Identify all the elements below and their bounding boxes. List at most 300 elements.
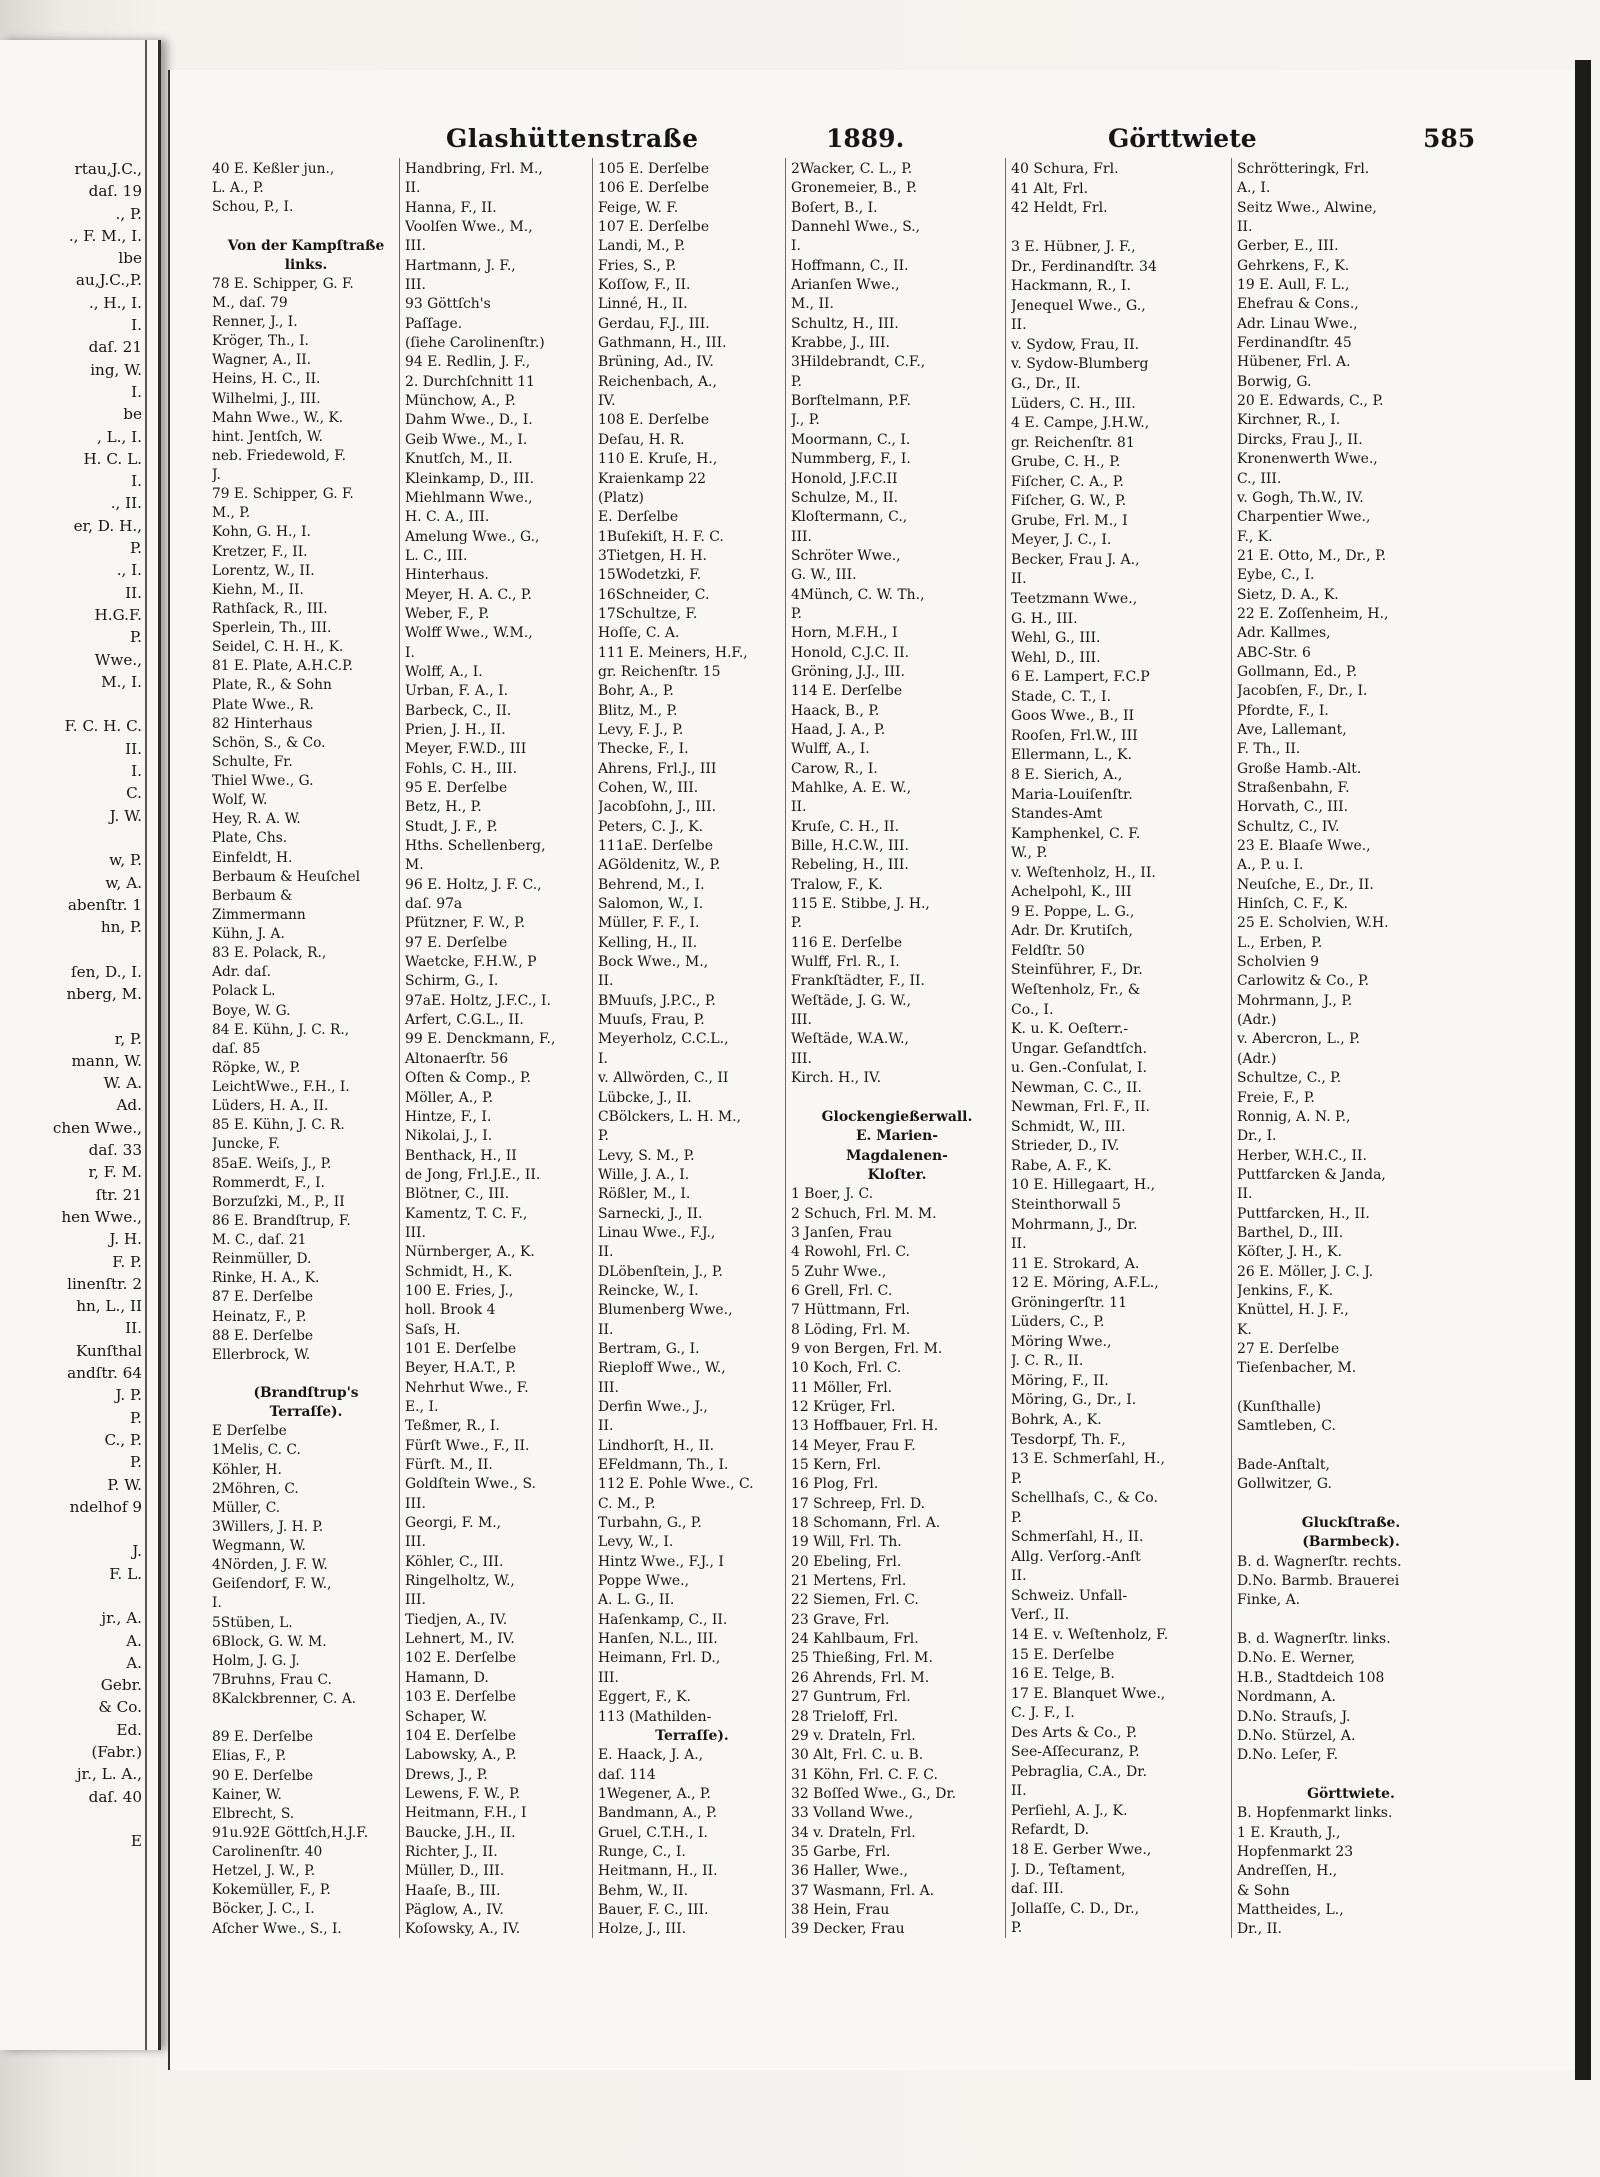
directory-entry: Wagner, A., II. [212,352,312,369]
directory-entry: Fürſt. M., II. [405,1457,493,1474]
directory-entry: 9 E. Poppe, L. G., [1011,903,1135,920]
directory-entry: 20 Ebeling, Frl. [791,1553,902,1570]
directory-entry: Reichenbach, A., [598,373,717,390]
directory-entry: Labowsky, A., P. [405,1747,517,1764]
directory-entry: Heitmann, H., II. [598,1863,718,1880]
directory-entry: Boſert, B., I. [791,199,878,216]
directory-column-1 [212,160,400,1939]
directory-entry: 3 Janſen, Frau [791,1224,892,1241]
directory-entry: Haack, B., P. [791,702,880,719]
directory-entry: Paſſage. [405,315,463,332]
directory-entry: Plate Wwe., R. [212,696,314,713]
directory-entry: A., I. [1237,180,1271,197]
directory-entry: Charpentier Wwe., [1237,509,1371,526]
directory-entry: Nikolai, J., I. [405,1128,493,1145]
directory-entry: Möller, A., P. [405,1089,494,1106]
directory-entry: Levy, S. M., P. [598,1147,695,1164]
directory-entry: Pfützner, F. W., P. [405,915,526,932]
directory-entry: Steinführer, F., Dr. [1011,962,1143,979]
directory-entry: II. [405,180,421,197]
directory-entry: 21 E. Otto, M., Dr., P. [1237,547,1387,564]
directory-entry: D.No. Leſer, F. [1237,1747,1339,1764]
directory-entry: Rommerdt, F., I. [212,1174,325,1191]
directory-entry: 7Bruhns, Frau C. [212,1671,332,1688]
directory-entry: 108 E. Derſelbe [598,412,710,429]
directory-entry: Kohn, G. H., I. [212,524,311,541]
directory-entry: Hackmann, R., I. [1011,278,1131,295]
directory-entry: Lüders, C., P. [1011,1314,1105,1331]
directory-entry: Neuſche, E., Dr., II. [1237,876,1374,893]
directory-entry: 26 Ahrends, Frl. M. [791,1669,930,1686]
directory-entry: Tesdorpf, Th. F., [1011,1431,1126,1448]
directory-entry: Wolff Wwe., W.M., [405,625,533,642]
directory-entry: Behm, W., II. [598,1882,689,1899]
directory-entry: 10 Koch, Frl. C. [791,1360,902,1377]
directory-entry: 2Wacker, C. L., P. [791,161,913,177]
left-page-fragment: Ad. [116,1096,142,1115]
directory-entry: Moormann, C., I. [791,431,911,448]
directory-entry: 5 Zuhr Wwe., [791,1263,887,1280]
directory-entry: Dannehl Wwe., S., [791,219,921,236]
directory-entry: Krabbe, J., III. [791,335,890,352]
header-street-left: Glashüttenstraße [446,124,699,153]
directory-entry: Grube, Frl. M., I [1011,512,1128,529]
left-page-fragment: linenſtr. 2 [67,1274,142,1293]
directory-entry: Meyer, H. A. C., P. [405,586,532,603]
directory-entry: Des Arts & Co., P. [1011,1724,1138,1741]
directory-entry: Oſten & Comp., P. [405,1070,532,1087]
directory-entry: 40 E. Keßler jun., [212,161,335,177]
directory-entry: Knüttel, H. J. F., [1237,1302,1349,1319]
directory-entry: Blumenberg Wwe., [598,1302,733,1319]
directory-entry: 101 E. Derſelbe [405,1340,517,1357]
directory-entry: 26 E. Möller, J. C. J. [1237,1263,1374,1280]
directory-entry: Bohr, A., P. [598,683,674,700]
directory-entry: Bandmann, A., P. [598,1805,717,1822]
directory-entry: B. Hopfenmarkt links. [1237,1805,1393,1822]
directory-entry: Fiſcher, C. A., P. [1011,473,1124,490]
directory-entry: Nummberg, F., I. [791,451,911,468]
directory-entry: F., K. [1237,528,1273,545]
directory-entry: Hintz Wwe., F.J., I [598,1553,724,1570]
directory-entry: M., II. [791,296,834,313]
left-page-fragment: nberg, M. [66,984,142,1003]
directory-entry: Fürſt Wwe., F., II. [405,1437,530,1454]
directory-entry: Meyer, F.W.D., III [405,741,527,758]
directory-entry: Jollaſſe, C. D., Dr., [1011,1900,1140,1917]
directory-entry: AGöldenitz, W., P. [598,857,721,874]
directory-entry: Herber, W.H.C., II. [1237,1147,1367,1164]
left-page-fragment: A. [126,1631,142,1650]
directory-entry: 100 E. Fries, J., [405,1282,514,1299]
directory-entry: Müller, C. [212,1499,281,1516]
left-page-fragment: II. [125,739,142,758]
left-page-fragment: mann, W. [71,1051,142,1070]
directory-entry: Levy, F. J., P. [598,721,684,738]
directory-entry: Köhler, H. [212,1461,282,1478]
directory-entry: Kleinkamp, D., III. [405,470,535,487]
directory-entry: Einfeldt, H. [212,849,293,866]
directory-entry: Zimmermann [212,906,306,923]
left-page-fragment: P. [130,1453,142,1472]
directory-entry: v. Sydow-Blumberg [1011,356,1149,373]
directory-entry: 22 Siemen, Frl. C. [791,1592,919,1609]
left-page-fragment: F. P. [112,1252,142,1271]
header-page-number: 585 [1423,124,1476,153]
left-page-fragment: I. [131,382,142,401]
directory-entry: 17 E. Blanquet Wwe., [1011,1685,1166,1702]
directory-entry: A., P. u. I. [1237,857,1304,874]
directory-entry: II. [1011,571,1027,588]
directory-entry: 87 E. Derſelbe [212,1289,314,1306]
left-page-fragment: H.G.F. [94,605,142,624]
left-page-fragment: A. [126,1653,142,1672]
directory-entry: links. [284,256,328,273]
left-page-fragment: Ed. [116,1720,142,1739]
directory-entry: 2 Schuch, Frl. M. M. [791,1205,937,1222]
directory-entry: Ronnig, A. N. P., [1237,1108,1351,1125]
directory-entry: Gehrkens, F., K. [1237,257,1350,274]
directory-entry: III. [405,1592,426,1609]
directory-entry: Münchow, A., P. [405,393,516,410]
directory-entry: Rinke, H. A., K. [212,1270,320,1287]
directory-entry: Ungar. Geſandtſch. [1011,1040,1148,1057]
directory-entry: Elias, F., P. [212,1748,287,1765]
left-page-fragment: J. P. [115,1386,142,1405]
directory-entry: holl. Brook 4 [405,1302,496,1319]
directory-entry: G. W., III. [791,567,857,584]
directory-entry: Grube, C. H., P. [1011,454,1121,471]
directory-entry: Sietz, D. A., K. [1237,586,1339,603]
directory-entry: 25 Thießing, Frl. M. [791,1650,933,1667]
directory-entry: 3Hildebrandt, C.F., [791,354,926,371]
directory-entry: P. [1011,1509,1023,1526]
directory-entry: 36 Haller, Wwe., [791,1863,909,1880]
directory-entry: Bock Wwe., M., [598,954,709,971]
directory-entry: 96 E. Holtz, J. F. C., [405,876,542,893]
directory-entry: A. L. G., II. [598,1592,675,1609]
directory-entry: 104 E. Derſelbe [405,1727,517,1744]
left-page-fragment: daſ. 40 [88,1787,142,1806]
directory-entry: III. [405,277,426,294]
directory-entry: Kainer, W. [212,1786,282,1803]
directory-entry: EFeldmann, Th., I. [598,1457,729,1474]
directory-entry: Ferdinandſtr. 45 [1237,335,1352,352]
directory-entry: Borzuſzki, M., P., II [212,1193,345,1210]
directory-entry: Betz, H., P. [405,799,482,816]
directory-entry: Jenkins, F., K. [1237,1282,1334,1299]
directory-entry: II. [598,1321,614,1338]
left-page-fragment: andſtr. 64 [67,1364,142,1383]
directory-entry: 8 Löding, Frl. M. [791,1321,911,1338]
directory-entry: daſ. 97a [405,896,463,913]
directory-entry: Becker, Frau J. A., [1011,551,1140,568]
directory-entry: Heitmann, F.H., I [405,1805,527,1822]
directory-column-5 [1011,160,1231,1939]
directory-entry: Adr. Dr. Krutiſch, [1011,923,1133,940]
directory-entry: Turbahn, G., P. [598,1515,702,1532]
directory-entry: Haſenkamp, C., II. [598,1611,728,1628]
directory-entry: C., III. [1237,470,1282,487]
directory-entry: Rathſack, R., III. [212,600,328,617]
directory-entry: Seidel, C. H. H., K. [212,639,344,656]
directory-entry: II. [1011,1236,1027,1253]
directory-entry: 116 E. Derſelbe [791,934,903,951]
directory-entry: 112 E. Pohle Wwe., C. [598,1476,754,1493]
directory-entry: Von der Kampſtraße [227,237,385,254]
directory-entry: Wehl, D., III. [1011,649,1101,666]
column-rule [1231,158,1232,1938]
directory-entry: 17 Schreep, Frl. D. [791,1495,926,1512]
directory-entry: 1 E. Krauth, J., [1237,1824,1341,1841]
page-right-edge [1575,60,1591,2080]
left-page-fragment: ., H., I. [88,293,142,312]
directory-entry: Standes-Amt [1011,806,1103,823]
directory-entry: Dr., II. [1237,1921,1282,1938]
directory-entry: Mattheides, L., [1237,1901,1344,1918]
directory-entry: Kirch. H., IV. [791,1070,882,1087]
directory-entry: Newman, Frl. F., II. [1011,1099,1151,1116]
left-page-fragment: II. [125,583,142,602]
left-page-fragment: M., I. [101,672,142,691]
directory-entry: Weber, F., P. [405,605,490,622]
directory-entry: I. [405,644,415,661]
left-page-fragment: I. [131,762,142,781]
directory-entry: Maria-Louiſenſtr. [1011,786,1133,803]
left-page-fragment: P. [130,539,142,558]
directory-entry: Blötner, C., III. [405,1186,510,1203]
left-page-fragment: ., F. M., I. [68,226,142,245]
directory-entry: Nürnberger, A., K. [405,1244,535,1261]
directory-entry: 19 Will, Frl. Th. [791,1534,902,1551]
directory-entry: Barbeck, C., II. [405,702,512,719]
directory-entry: Polack L. [212,983,276,1000]
directory-entry: (Adr.) [1237,1012,1277,1029]
directory-entry: Levy, W., I. [598,1534,674,1551]
directory-entry: 16 Plog, Frl. [791,1476,879,1493]
left-page-fragment: II. [125,1319,142,1338]
directory-entry: Lübcke, J., II. [598,1089,692,1106]
directory-entry: 3Tietgen, H. H. [598,547,707,564]
directory-entry: Gollwitzer, G. [1237,1476,1332,1493]
directory-entry: Thecke, F., I. [598,741,689,758]
directory-entry: Hintze, F., I. [405,1108,492,1125]
directory-entry: Reinmüller, D. [212,1251,312,1268]
directory-entry: Dr., I. [1237,1128,1277,1145]
directory-entry: Möring Wwe., [1011,1333,1112,1350]
directory-entry [1011,219,1231,239]
directory-entry: 2. Durchſchnitt 11 [405,373,535,390]
directory-entry: Andreſſen, H., [1237,1863,1338,1880]
directory-entry: Muuſs, Frau, P. [598,1012,705,1029]
directory-entry: Kraienkamp 22 [598,470,707,487]
directory-entry: Reincke, W., I. [598,1282,699,1299]
directory-entry: Steinthorwall 5 [1011,1196,1122,1213]
directory-entry: III. [405,1224,426,1241]
left-page-fragment: ſen, D., I. [71,962,142,981]
directory-entry: II. [1237,219,1253,236]
directory-entry: Wilhelmi, J., III. [212,390,321,407]
directory-entry: Tiedjen, A., IV. [405,1611,508,1628]
directory-entry: (Brandſtrup's [253,1385,359,1401]
directory-entry: B. d. Wagnerſtr. links. [1237,1631,1391,1648]
left-page-fragment: be [123,405,142,424]
directory-entry: II. [791,799,807,816]
directory-entry: Horvath, C., III. [1237,799,1349,816]
directory-entry: Studt, J. F., P. [405,818,498,835]
directory-entry: Scholvien 9 [1237,954,1319,971]
directory-entry: 97 E. Derſelbe [405,934,508,951]
left-page-fragment: P. [130,1408,142,1427]
left-page-fragment [2,1808,142,1830]
directory-entry [1237,1495,1465,1514]
directory-entry: Beyer, H.A.T., P. [405,1360,517,1377]
directory-entry: Glockengießerwall. [821,1108,973,1125]
directory-entry: Richter, J., II. [405,1843,498,1860]
directory-entry: 9 von Bergen, Frl. M. [791,1340,943,1357]
left-page-fragment: rtau,J.C., [74,160,142,178]
directory-entry: 93 Göttſch's [405,296,491,313]
directory-entry: Schulte, Fr. [212,753,293,770]
directory-entry: Eybe, C., I. [1237,567,1315,584]
directory-entry: Köhler, C., III. [405,1553,504,1570]
directory-entry: M. C., daſ. 21 [212,1232,307,1248]
directory-entry: 27 E. Derſelbe [1237,1340,1340,1357]
directory-entry: Feige, W. F. [598,199,679,216]
directory-entry: neb. Friedewold, F. [212,447,347,464]
directory-entry: D.No. Strauſs, J. [1237,1708,1351,1725]
directory-entry: 4Münch, C. W. Th., [791,586,925,603]
directory-entry: Päglow, A., IV. [405,1901,504,1918]
directory-entry: Hetzel, J. W., P. [212,1863,316,1880]
directory-entry: Goldſtein Wwe., S. [405,1476,536,1493]
directory-entry: Ahrens, Frl.J., III [598,760,717,777]
directory-entry: I. [212,1595,222,1612]
directory-entry: (Platz) [598,489,644,506]
page-header [270,124,1476,164]
directory-entry: Linné, H., II. [598,296,688,313]
directory-entry: 16 E. Telge, B. [1011,1666,1115,1683]
left-page-fragment: lbe [118,249,142,268]
directory-entry: II. [598,1418,614,1435]
directory-entry: 105 E. Derſelbe [598,161,710,177]
directory-entry [791,1089,1003,1108]
directory-entry: Bille, H.C.W., III. [791,838,909,855]
directory-entry: Rößler, M., I. [598,1186,691,1203]
directory-entry: E. Derſelbe [598,509,679,526]
directory-entry: 85aE. Weiſs, J., P. [212,1155,332,1172]
directory-entry: v. Weſtenholz, H., II. [1011,864,1156,881]
directory-entry: K. u. K. Oeſterr.- [1011,1021,1129,1038]
directory-entry: Wehl, G., III. [1011,630,1101,647]
directory-entry: Nordmann, A. [1237,1689,1336,1706]
directory-entry: Brüning, Ad., IV. [598,354,714,371]
directory-entry: 79 E. Schipper, G. F. [212,486,354,503]
directory-entry: Goos Wwe., B., II [1011,708,1135,725]
directory-entry: BMuuſs, J.P.C., P. [598,992,716,1009]
directory-entry: Pebraglia, C.A., Dr. [1011,1763,1147,1780]
directory-entry: Kokemüller, F., P. [212,1882,331,1899]
left-page-fragment [2,938,142,960]
directory-entry: Ellermann, L., K. [1011,747,1132,764]
left-page-fragment: ſtr. 21 [95,1185,142,1204]
directory-entry: 91u.92E Göttſch,H.J.F. [212,1824,369,1841]
directory-entry: Weſtäde, J. G. W., [791,992,912,1009]
directory-entry [1237,1611,1465,1630]
directory-entry: 11 Möller, Frl. [791,1379,893,1396]
directory-entry: L., Erben, P. [1237,934,1323,951]
directory-entry: III. [405,1495,426,1512]
directory-entry: Verſ., II. [1011,1607,1070,1624]
directory-entry: III. [405,1534,426,1551]
directory-entry: gr. Reichenſtr. 15 [598,663,721,680]
directory-entry: J. D., Teſtament, [1011,1861,1126,1878]
directory-entry: Holze, J., III. [598,1921,687,1938]
directory-entry: Linau Wwe., F.J., [598,1224,716,1241]
directory-entry: Haad, J. A., P. [791,721,886,738]
directory-entry: 6 Grell, Frl. C. [791,1282,893,1299]
directory-entry: Landi, M., P. [598,238,686,255]
left-page-fragment: F. C. H. C. [64,717,142,736]
directory-entry: 10 E. Hillegaart, H., [1011,1177,1156,1194]
directory-entry: II. [1011,317,1027,334]
directory-entry: 8 E. Sierich, A., [1011,766,1123,783]
directory-entry: Puttfarcken, H., II. [1237,1205,1370,1222]
left-page-fragment: J. H. [109,1230,142,1249]
directory-entry: 106 E. Derſelbe [598,180,710,197]
directory-entry: E., I. [405,1399,439,1415]
directory-entry: III. [791,1050,812,1067]
directory-entry [212,217,400,236]
directory-entry: Hübener, Frl. A. [1237,354,1351,371]
left-facing-page [0,40,161,2050]
directory-entry [212,1709,400,1728]
directory-entry: 89 E. Derſelbe [212,1729,314,1746]
left-page-fragment: Kunſthal [76,1341,142,1360]
directory-entry: Schirm, G., I. [405,973,499,990]
directory-entry: E Derſelbe [212,1423,287,1440]
directory-entry: Koſſow, F., II. [598,277,691,294]
directory-entry: Puttfarcken & Janda, [1237,1166,1386,1183]
directory-entry: I. [791,238,801,255]
directory-entry: 78 E. Schipper, G. F. [212,275,354,292]
left-page-fragment: jr., L. A., [76,1765,142,1784]
directory-entry: Derfin Wwe., J., [598,1399,708,1415]
directory-entry: Lindhorſt, H., II. [598,1437,715,1454]
directory-entry: Ringelholtz, W., [405,1573,515,1590]
directory-entry: 20 E. Edwards, C., P. [1237,393,1384,410]
directory-entry: Lüders, C. H., III. [1011,395,1136,412]
directory-entry: 3 E. Hübner, J. F., [1011,239,1136,256]
directory-entry: gr. Reichenſtr. 81 [1011,434,1135,451]
left-page-fragment: J. W. [109,806,142,825]
directory-entry: Runge, C., I. [598,1843,686,1860]
directory-entry: daſ. III. [1011,1881,1064,1898]
directory-entry: 81 E. Plate, A.H.C.P. [212,658,353,675]
left-page-fragment: Gebr. [100,1676,142,1695]
directory-entry: Finke, A. [1237,1592,1301,1609]
directory-entry: Kühn, J. A. [212,926,285,942]
directory-entry: Nehrhut Wwe., F. [405,1379,529,1396]
directory-entry: Meyerholz, C.C.L., [598,1031,729,1048]
directory-entry: Jenequel Wwe., G., [1011,297,1146,314]
directory-entry: Gerdau, F.J., III. [598,315,710,332]
directory-entry: Newman, C. C., II. [1011,1079,1142,1096]
directory-entry: Deſau, H. R. [598,431,685,448]
left-page-fragment: r, P. [114,1029,142,1048]
directory-entry: 11 E. Strokard, A. [1011,1255,1140,1272]
left-page-fragment: ., II. [110,494,142,513]
